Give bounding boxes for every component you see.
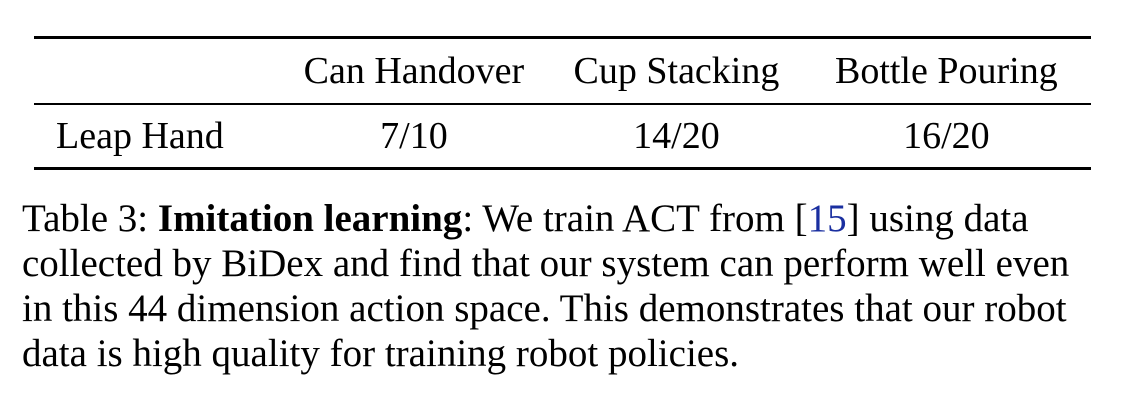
row-label-leap-hand: Leap Hand [56,115,224,157]
caption-line-3: in this 44 dimension action space. This demonstrates that our robot [22,287,1067,330]
results-table [34,36,1091,170]
cell-cup-stacking: 14/20 [633,115,720,157]
table-caption [22,196,1097,376]
header-empty-cell [34,38,277,105]
cell-bottle-pouring: 16/20 [903,115,990,157]
table-header-row [34,38,1091,105]
header-cup-stacking: Cup Stacking [573,50,780,92]
caption-label: Table 3: [22,197,149,240]
caption-text-1b: ] using data [846,197,1029,240]
caption-line-4: data is high quality for training robot policies. [22,332,740,375]
header-bottle-pouring: Bottle Pouring [834,50,1058,92]
results-table-container [34,36,1091,170]
caption-bold-title: Imitation learning [157,197,463,240]
citation-link[interactable]: 15 [807,197,847,240]
caption-line-1 [22,196,1097,241]
cell-can-handover: 7/10 [380,115,448,157]
header-can-handover: Can Handover [303,50,525,92]
caption-line-2: collected by BiDex and find that our system can perform well even [22,242,1070,285]
caption-text-1a: : We train ACT from [ [462,197,808,240]
table-row [34,104,1091,169]
